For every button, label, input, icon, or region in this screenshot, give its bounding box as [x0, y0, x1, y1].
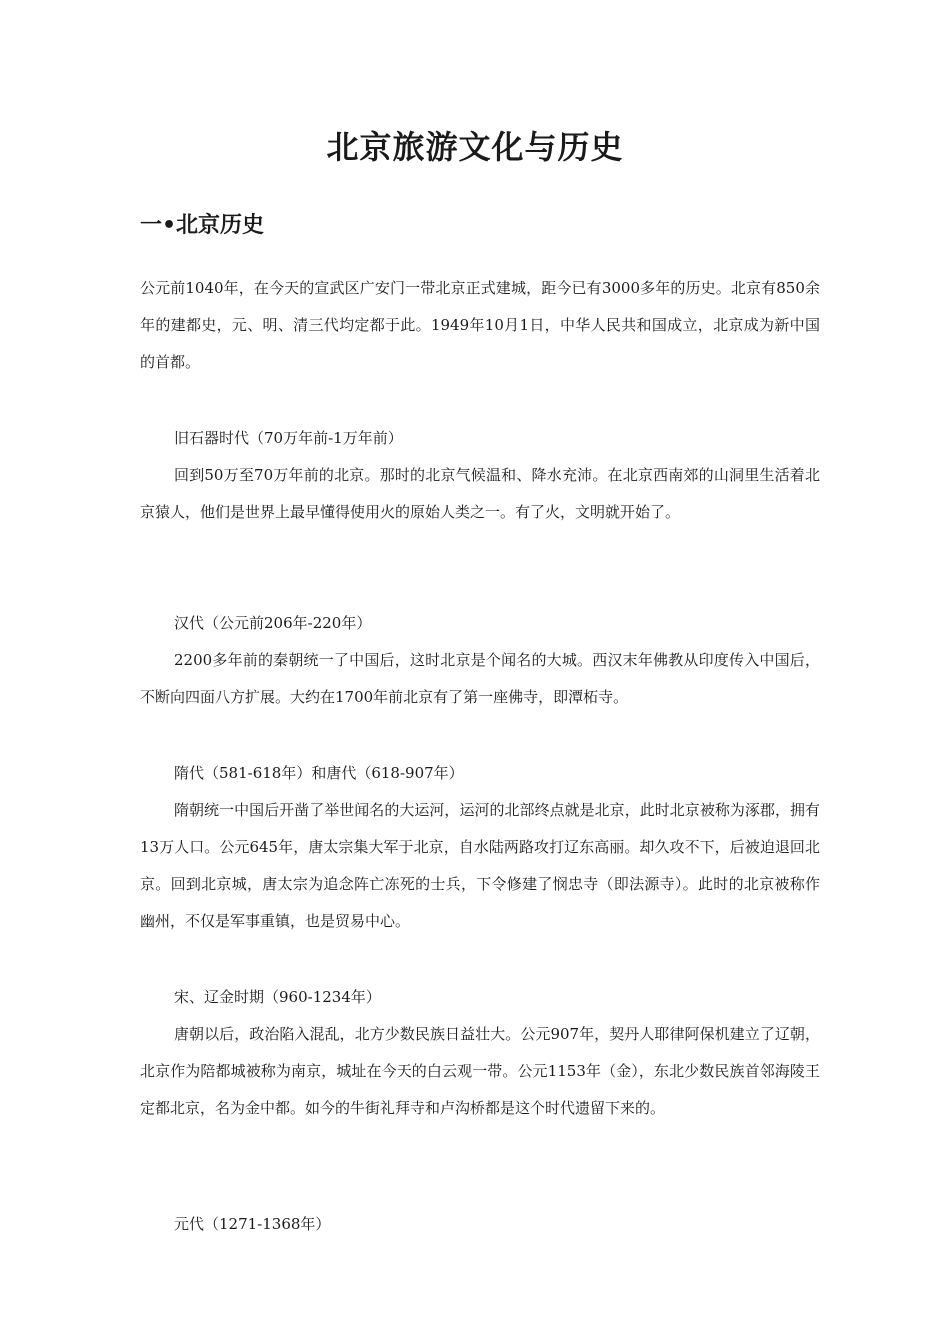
period-heading-paleolithic: 旧石器时代（70万年前-1万年前）	[174, 429, 403, 447]
period-heading-sui-tang: 隋代（581-618年）和唐代（618-907年）	[174, 764, 464, 782]
period-heading-yuan: 元代（1271-1368年）	[174, 1215, 331, 1233]
page-title: 北京旅游文化与历史	[326, 128, 624, 166]
intro-paragraph: 公元前1040年，在今天的宣武区广安门一带北京正式建城，距今已有3000多年的历史。北京有850余年的建都史，元、明、清三代均定都于此。1949年10月1日，中华人民共和国成立，北京成为新中国的首都。	[140, 279, 820, 371]
period-text-song-liao-jin: 唐朝以后，政治陷入混乱，北方少数民族日益壮大。公元907年，契丹人耶律阿保机建立了辽朝，北京作为陪都城被称为南京，城址在今天的白云观一带。公元1153年（金），东北少数民族首邻海陵王定都北京，名为金中都。如今的牛街礼拜寺和卢沟桥都是这个时代遗留下来的。	[140, 1025, 820, 1117]
period-heading-song-liao-jin: 宋、辽金时期（960-1234年）	[174, 988, 381, 1006]
period-heading-han: 汉代（公元前206年-220年）	[174, 614, 372, 632]
period-text-paleolithic: 回到50万至70万年前的北京。那时的北京气候温和、降水充沛。在北京西南郊的山洞里生活着北京猿人，他们是世界上最早懂得使用火的原始人类之一。有了火，文明就开始了。	[140, 466, 820, 521]
period-text-sui-tang: 隋朝统一中国后开凿了举世闻名的大运河，运河的北部终点就是北京，此时北京被称为涿郡，拥有13万人口。公元645年，唐太宗集大军于北京，自水陆两路攻打辽东高丽。却久攻不下，后被迫退回北京。回到北京城，唐太宗为追念阵亡冻死的士兵，下令修建了悯忠寺（即法源寺）。此时的北京被称作幽州，不仅是军事重镇，也是贸易中心。	[140, 801, 820, 930]
section-heading: 一•北京历史	[140, 213, 265, 238]
period-text-han: 2200多年前的秦朝统一了中国后，这时北京是个闻名的大城。西汉末年佛教从印度传入中国后，不断向四面八方扩展。大约在1700年前北京有了第一座佛寺，即潭柘寺。	[140, 651, 820, 706]
